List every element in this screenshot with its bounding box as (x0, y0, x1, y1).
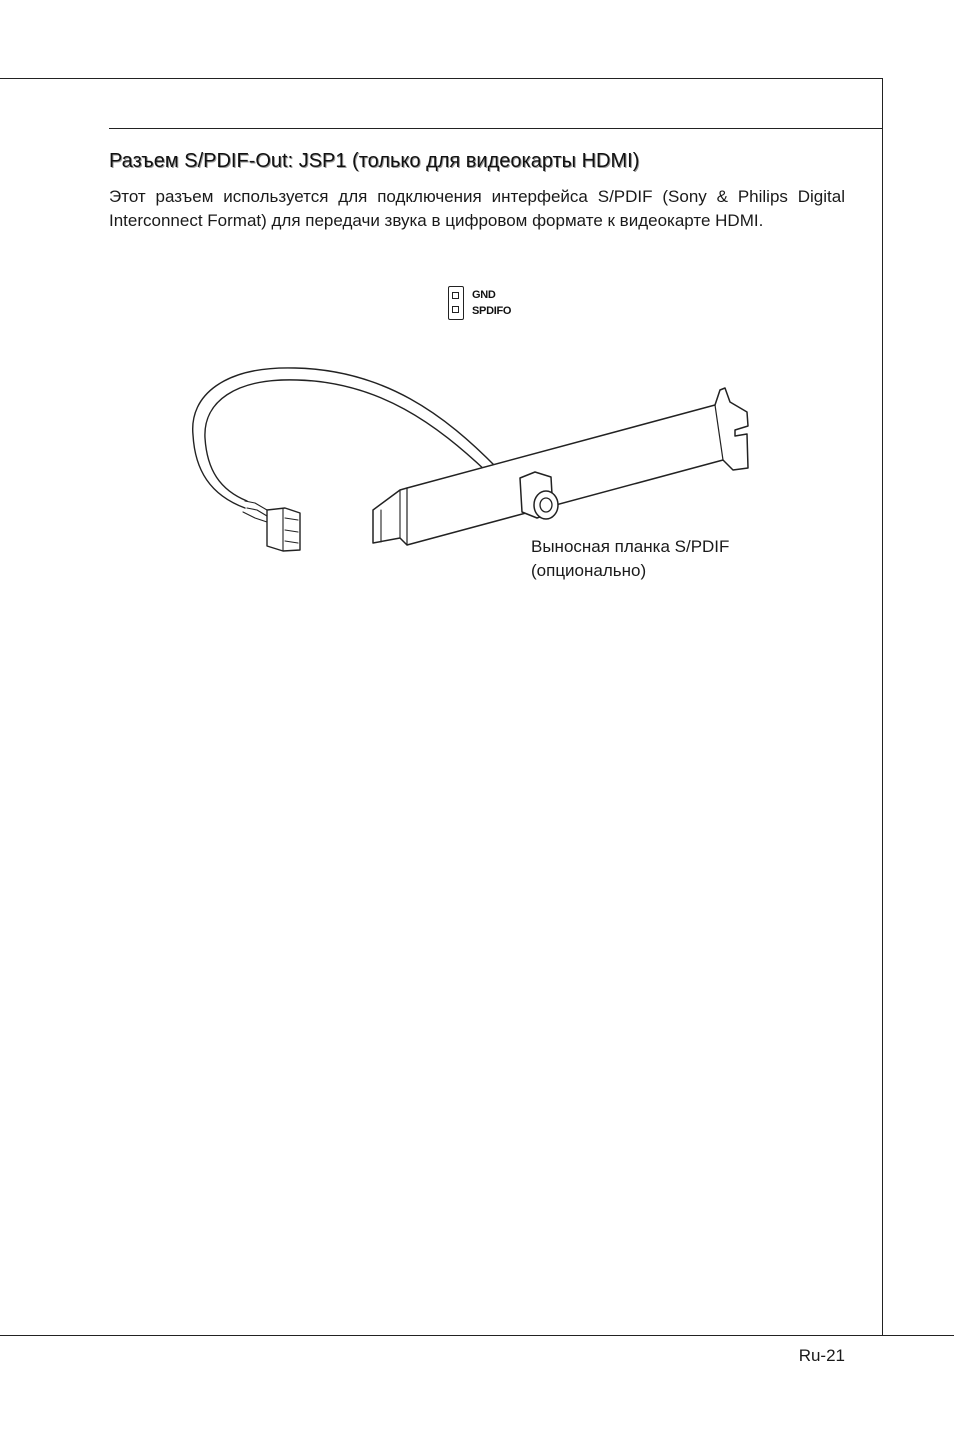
section-title: Разъем S/PDIF-Out: JSP1 (только для видеокарты HDMI) (109, 150, 640, 172)
connector-wires (243, 501, 267, 522)
spdif-bracket-illustration (185, 360, 760, 560)
section-divider (109, 128, 883, 129)
caption-line-1: Выносная планка S/PDIF (531, 537, 730, 556)
section-paragraph: Этот разъем используется для подключения интерфейса S/PDIF (Sony & Philips Digital Interconnect Format) для передачи звука в цифровом формате к видеокарте HDMI. (109, 187, 845, 230)
caption-line-2: (опционально) (531, 561, 647, 580)
right-border-line (882, 78, 883, 1336)
pin-spdifo-icon (452, 306, 459, 313)
bracket-plate-icon (373, 388, 748, 545)
top-border-line (0, 78, 883, 79)
pin-header-icon (448, 286, 464, 320)
page-number: Ru-21 (798, 1346, 845, 1365)
bottom-border-line (0, 1335, 954, 1336)
jsp1-pin-header-diagram (448, 286, 568, 324)
figure-caption (531, 535, 729, 583)
pin-gnd-icon (452, 292, 459, 299)
pin-label-spdifo: SPDIFO (472, 305, 512, 317)
pin-label-gnd: GND (472, 289, 496, 301)
connector-plug-icon (267, 508, 300, 551)
